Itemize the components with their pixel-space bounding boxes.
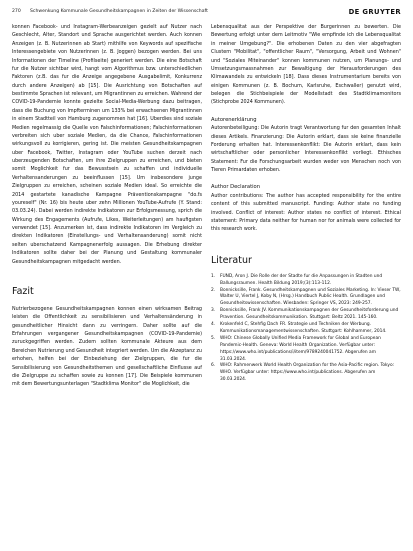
reference-text: Bonnicksille, Frank JV. Kommunikationskampagnen der Gesundheitsforderung und Pravention. Gesundheitskommunikation. Stuttgart: Beltz 2021. 145-160. [220, 308, 399, 321]
reference-text: FUND, Aron J. Die Rolle der der Stadte fur die Anpassungen in Stadten und Ballungsraumen. Health Bildung 2019;(3):113-112. [220, 273, 383, 286]
autorenerklaerung-heading: Autorenerklärung [211, 116, 257, 123]
reference-text: Bonnicksille, Frank. Gesundheitskampagnen und Soziales Marketing. In: Vieser TW, Walter U, Viertel J, Koby N, (Hrsg.) Handbuch Public Health. Grundlagen und Gesundheitswissenschaften. Wiesbaden: Springer VS, 2023: 249-257. [220, 287, 401, 307]
body-paragraph: Author contributions: The author has accepted responsibility for the entire content of this submitted manuscript. Funding: Author state no funding involved. Conflict of interest: Author states no conflict of interest. Ethical statement: Primary data neither for human nor for animals were collected for this research work. [211, 192, 401, 233]
body-paragraph: Lebensqualitat aus der Perspektive der Burgerinnen zu bewerten. Die Bewertung erfolgt unter dem Leitmotiv "Wie empfinde ich die Lebensqualitat in meiner Umgebung?". Die erhobenen Daten zu den vier abgefragten Clustern "Mobilitat", "offentlicher Raum", "Versorgung, Arbeit und Wohnen" und "Soziales Miteinander" konnen kommunen nutzen, um Planungs- und Umsetzungsmassnahmen zur Bewaltigung der Herausforderungen des Klimawandels zu entwickeln [18]. Dass dieses Instrumentarium bereits von einigen Kommunen (z. B. Bochum, Karlsruhe, Eschwaller) genutzt wird, belegen die Stichbeispiele der Modellstadt des Stadtklimamonitors (Stichprobe 2024 Kommunen). [211, 24, 401, 106]
reference-text: Krokenfeld C, Stehfig Dach FR. Strategie und Techniken der Werbung. Kommunikationsmanagementwissenschaften. Stuttgart: Kohlhammer, 2014. [220, 322, 387, 334]
reference-list [211, 274, 401, 385]
reference-item [211, 363, 401, 384]
body-paragraph: Autorenbeteiligung: Die Autorin tragt Verantwortung fur den gesamten Inhalt dieses Artikels. Finanzierung: Die Autorin erklart, dass sie keine finanzielle Forderung erhalten hat. Interessenkonflikt: Die Autorin erklart, dass kein wirtschaftlicher oder personlicher Interessenkonflikt vorliegt. Ethisches Statement: Fur die Forschungsarbeit wurden weder von Menschen noch von Tieren Primardaten erhoben. [211, 125, 401, 174]
reference-number: 6. [211, 363, 216, 369]
reference-item [211, 336, 401, 364]
running-title: Schwenkung Kommunale Gesundheitskampagnen in Zeiten der Wissenschaft [30, 9, 208, 14]
reference-item [211, 308, 401, 322]
author-declaration-heading: Author Declaration [211, 184, 261, 191]
left-column [12, 23, 202, 389]
page-number: 270 [12, 9, 21, 14]
body-paragraph: konnen Facebook- und Instagram-Werbeanzeigen gezielt auf Nutzer nach Geschlecht, Alter, Standort und Sprache ausgerichtet werden. Auch konnen Anzeigen (z. B. Nutzerinnen ab Start) mithilfe von Keywords auf spezifische Interessengebiete von Nutzerinnen (z. B. Joggen) bezogen werden. Bei uns Informationen der Timeline (Profilseite) generiert werden. Die eine Botschaft fur die Nutzer sichtbar wird, hangt vom Algorithmus bzw. unterschiedlichen Faktoren (z.B. das fur die Anzeige angegebene Ausgabelimit, Konkurrenz durch andere Anzeigen) ab [15]. Die Ausrichtung von Botschaften auf bestimmte Sprachen ist relevant, um Migrantinnen zu erreichen. Wahrend der COVID-19-Pandemie konnte gezielte Social-Media-Werbung dazu beitragen, dass die Buchung von Impfterminen um 133% bei erwachsenen Migrantinnen in einem Stadtteil von Hamburg zugenommen hat [16]. Uberdies sind soziale Medien regelmassig die Quelle von Falschinformationen; Falschinformationen verbreiten sich uber soziale Medien, da die Chance, Falschinformationen wirkungsvoll zu korrigieren, gering ist. Die meisten Gesundheitskampagnen uber Facebook, Twitter, Instagram oder YouTube suchen derzeit nach uberzeugenden Botschaften, um ihre Zielgruppen zu erreichen, und bieten somit Moglichkeit fur das Bewusstsein zu schaffen und individuelle Verhaltensanderungen zu beeinflussen [15]. Um insbesondere junge Zielgruppen zu erreichen, scheinen soziale Medien ideal. So erreichte die 2014 gestartete kanadische Kampagne Präventionskampagne "do.fs youreself" (Nr. 16) bis heute uber zehn Millionen YouTube-Aufrufe (Y. Stand: 03.03.24). Dabei werden indirekte Indikatoren zur Erfolgsmessung, sprich die Wirkung des Engagements (Aufrufe, Likes, Weiterleitungen) am haufigsten verwendet [15]. Anzumerken ist, dass indirekte Indikatoren im Vergleich zu direkten Indikatoren (Einstellungs- und Verhaltensanderung) somit nicht selten uberschatzend Kampagnenerfolg aussagen. Die Erhebung direkter Indikatoren sollte daher bei der Planung und Gestaltung kommunaler Gesundheitskampagnen mitgedacht werden. [12, 24, 202, 265]
reference-item [211, 288, 401, 309]
reference-number: 3. [211, 308, 216, 314]
body-paragraph: Nutrierbezogene Gesundheitskampagnen konnen einen wirksamen Beitrag leisten die Offentlichkeit zu sensibilisieren und Verhaltensänderung in gesundheitlicher Hinsicht dann zu verringern. Daher sollte auf die Erfahrungen vergangener Gesundheitskampagnen (COVID-19-Pandemie) zuruckgegriffen werden. Zudem sollten kommunale Akteure aus dem Bereichen Nutrierung und Gesundheit integriert werden. Um die Akzeptanz zu erhohen, helfen bei der Einbeziehung der Zielgruppen, die fur die Sensibilisierung von Gesundheitsthemen und gesellschaftliche Einflusse auf die Zielgruppe zu schaffen sowie zu konnen [17]. Die Beispiele kommunen mit dem Bewertungsunterlagen "Stadtklima Monitor" die Moglichkeit, die [12, 305, 202, 388]
literatur-heading: Literatur [211, 254, 252, 266]
reference-number: 5. [211, 335, 216, 341]
running-header [12, 6, 401, 18]
fazit-heading: Fazit [12, 285, 34, 297]
reference-item [211, 274, 401, 288]
reference-text: WHO: Chinese Globally Unified Media Framework for Global and European Pandemic-Health. Geneva: World Health Organization. Verfügbar unter: https://www.who.int/publications/i/item/9789240041752. Abgerufen am 31.03.2024. [220, 335, 381, 362]
reference-item [211, 322, 401, 336]
reference-number: 1. [211, 273, 216, 279]
publisher-logo: DE GRUYTER [348, 8, 401, 16]
right-column [211, 23, 401, 384]
reference-number: 4. [211, 322, 216, 328]
reference-number: 2. [211, 287, 216, 293]
reference-text: WHO: Rahmenwerk World Health Organization for the Asia-Pacific region. Tokyo: WHO. Verfügbar unter: https://www.who.int/publications. Abgerufen am 30.03.2024. [220, 363, 395, 383]
